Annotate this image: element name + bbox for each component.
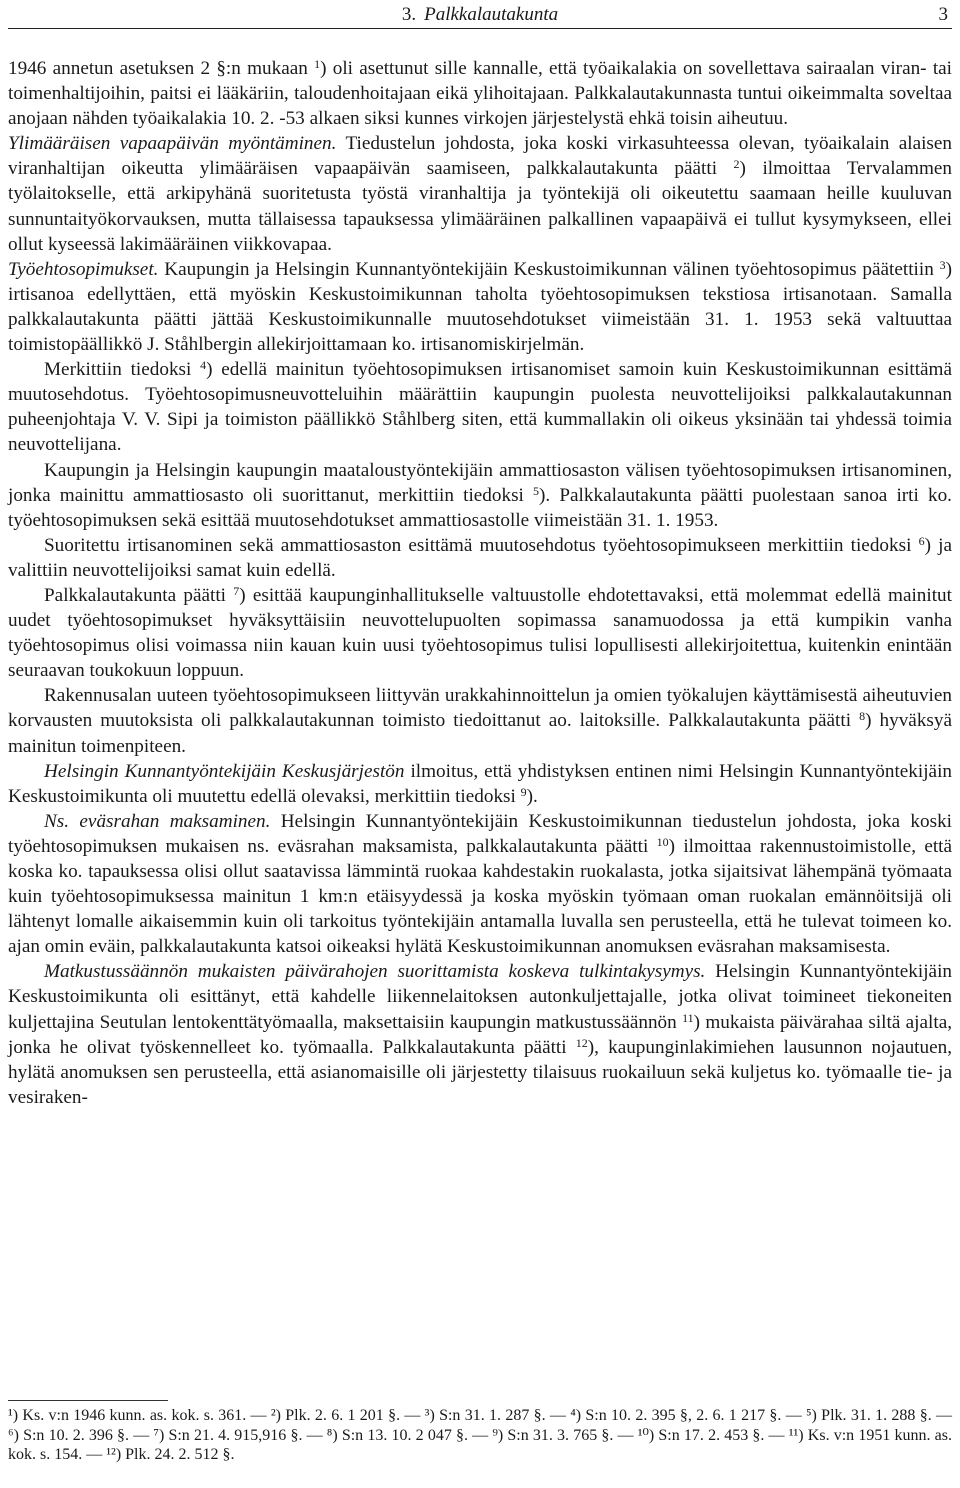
paragraph-rubric: Työehtosopimukset. bbox=[8, 258, 159, 280]
paragraph-p10 bbox=[8, 809, 952, 960]
paragraph-text: ), kaupunginlakimiehen lausunnon nojautuen, hylätä anomuksen sen perusteella, että asianomaisille oli järjestetty tilaisuus ruokailuun sekä kuljetus ko. työmaalle tie- ja vesiraken- bbox=[8, 1036, 953, 1108]
paragraph-rubric: Helsingin Kunnantyöntekijäin Keskusjärjestön bbox=[44, 760, 405, 782]
footnote-reference[interactable]: 8 bbox=[859, 709, 866, 724]
paragraph-text: Rakennusalan uuteen työehtosopimukseen liittyvän urakkahinnoittelun ja omien työkalujen käyttämisestä aiheutuvien korvausten muutoksista oli palkkalautakunnan toimisto tiedoittanut ao. laitoksille. Palkkalautakunta päätti bbox=[8, 685, 952, 732]
paragraph-text: ) esittää kaupunginhallitukselle valtuustolle ehdotettavaksi, että molemmat edellä mainitut uudet työehtosopimukset hyväksyttäisiin neuvottelupuolten sopimassa sanamuodossa ja että kumpikin vanha työehtosopimus olisi voimassa niin kauan kuin uusi työehtosopimus tulisi lopullisesti allekirjoitettua, kuitenkin enintään seuraavan toukokuun loppuun. bbox=[8, 584, 952, 682]
paragraph-text: ) hyväksyä mainitun toimenpiteen. bbox=[8, 710, 952, 757]
footnote-text: ¹) Ks. v:n 1946 kunn. as. kok. s. 361. — ²) Plk. 2. 6. 1 201 §. — ³) S:n 31. 1. 287 §. — ⁴) S:n 10. 2. 395 §, 2. 6. 1 217 §. — ⁵) Plk. 31. 1. 288 §. — ⁶) S:n 10. 2. 396 §. — ⁷) S:n 21. 4. 915,916 §. — ⁸) S:n 13. 10. 2 047 §. — ⁹) S:n 31. 3. 765 §. — ¹⁰) S:n 17. 2. 453 §. — ¹¹) Ks. v:n 1951 kunn. as. kok. s. 154. — ¹²) Plk. 24. 2. 512 §. bbox=[8, 1407, 952, 1463]
footnote-reference[interactable]: 9 bbox=[520, 784, 527, 799]
paragraph-text: ilmoitus, että yhdistyksen entinen nimi Helsingin Kunnantyöntekijäin Keskustoimikunta oli muutettu edellä olevaksi, merkittiin tiedoksi bbox=[8, 760, 952, 807]
body-text bbox=[8, 56, 952, 1110]
header-rule bbox=[8, 28, 952, 29]
section-heading bbox=[8, 2, 952, 28]
paragraph-p7 bbox=[8, 583, 952, 683]
footnote-reference[interactable]: 2 bbox=[733, 157, 740, 172]
paragraph-text: Helsingin Kunnantyöntekijäin Keskustoimikunta oli esittänyt, että kahdelle liikennelaitoksen autonkuljettajalle, jotka olivat toimineet tiekoneiten kuljettajina Seutulan lentokenttätyömaalla, maksettaisiin kaupungin matkustussäännön bbox=[8, 961, 952, 1033]
paragraph-text: Kaupungin ja Helsingin kaupungin maataloustyöntekijäin ammattiosaston välisen työehtosopimuksen irtisanominen, jonka mainittu ammattiosasto oli suorittanut, merkittiin tiedoksi bbox=[8, 459, 952, 506]
section-title: Palkkalautakunta bbox=[424, 4, 559, 25]
paragraph-text: 1946 annetun asetuksen 2 §:n mukaan bbox=[8, 58, 315, 79]
paragraph-rubric: Ns. eväsrahan maksaminen. bbox=[44, 810, 271, 832]
paragraph-p11 bbox=[8, 959, 952, 1110]
paragraph-text: ) mukaista päivärahaa siltä ajalta, jonka he olivat työskennelleet ko. työmaalla. Palkkalautakunta päätti bbox=[8, 1011, 953, 1058]
paragraph-p3 bbox=[8, 257, 952, 357]
paragraph-text: Tiedustelun johdosta, joka koski virkasuhteessa olevan, työaikalain alaisen viranhaltijan oikeutta ylimääräisen vapaapäivän saamiseen, palkkalautakunta päätti bbox=[8, 133, 952, 180]
footnote-reference[interactable]: 6 bbox=[918, 533, 925, 548]
footnote-reference[interactable]: 7 bbox=[233, 583, 240, 598]
paragraph-text: ) edellä mainitun työehtosopimuksen irtisanomiset samoin kuin Keskustoimikunnan esittämä muutosehdotus. Työehtosopimusneuvotteluihin määrättiin kaupungin puolesta neuvottelijoiksi palkkalautakunnan puheenjohtaja V. V. Sipi ja toimiston päällikkö Ståhlberg siten, että kummallakin oli oikeus yksinään tai yhdessä toimia neuvottelijana. bbox=[8, 359, 952, 456]
paragraph-rubric: Matkustussäännön mukaisten päivärahojen suorittamista koskeva tulkintakysymys. bbox=[44, 961, 706, 983]
paragraph-p9 bbox=[8, 759, 952, 809]
paragraph-text: Merkittiin tiedoksi bbox=[44, 359, 201, 381]
running-header bbox=[8, 2, 952, 28]
paragraph-text: Kaupungin ja Helsingin Kunnantyöntekijäin Keskustoimikunnan välinen työehtosopimus päätettiin bbox=[158, 258, 940, 280]
footnote-reference[interactable]: 4 bbox=[200, 358, 207, 373]
paragraph-rubric: Ylimääräisen vapaapäivän myöntäminen. bbox=[8, 133, 337, 155]
paragraph-text: ) ilmoittaa Tervalammen työlaitokselle, että arkipyhänä suoritetusta työstä viranhaltija ja työntekijä oli oikeutettu saamaan heille kuuluvan sunnuntaityökorvauksen, mutta tällaisessa tapauksessa ylimääräinen palkallinen vapaapäivä ei tullut kysymykseen, ellei ollut kyseessä lakimääräinen viikkovapaa. bbox=[8, 158, 953, 255]
paragraph-p1 bbox=[8, 56, 952, 131]
paragraph-text: ). bbox=[526, 785, 538, 807]
paragraph-text: Helsingin Kunnantyöntekijäin Keskustoimikunnan tiedustelun johdosta, joka koski työehtosopimuksen mukaisen ns. eväsrahan maksamista, palkkalautakunta päätti bbox=[8, 810, 953, 857]
footnote-reference[interactable]: 3 bbox=[939, 257, 946, 272]
paragraph-text: ). Palkkalautakunta päätti puolestaan sanoa irti ko. työehtosopimuksen sekä esittää muutosehdotukset ammattiosastolle viimeistään 31. 1. 1953. bbox=[8, 484, 952, 531]
footnotes bbox=[8, 1406, 952, 1465]
paragraph-text: Palkkalautakunta päätti bbox=[44, 584, 234, 606]
paragraph-p5 bbox=[8, 458, 952, 533]
footnote-reference[interactable]: 11 bbox=[682, 1010, 694, 1025]
footnote-reference[interactable]: 10 bbox=[656, 834, 669, 849]
paragraph-text: ) oli asettunut sille kannalle, että työaikalakia on sovellettava sairaalan viran- tai toimenhaltijoihin, paitsi ei lääkäriin, taloudenhoitajaan eikä ylihoitajaan. Palkkalautakunnasta tuntui oikeimmalta soveltaa anojaan nähden työaikalakia 10. 2. -53 alkaen siksi kunnes virkojen järjestelystä ehkä toisin aiheutuu. bbox=[8, 58, 952, 130]
paragraph-p4 bbox=[8, 357, 952, 457]
footnote-reference[interactable]: 5 bbox=[533, 483, 540, 498]
footnote-rule bbox=[8, 1400, 168, 1401]
paragraph-p2 bbox=[8, 131, 952, 256]
paragraph-text: ) ilmoittaa rakennustoimistolle, että koska ko. tapauksessa olisi ollut saatavissa lämmintä ruokaa kahdestakin ruokalasta, jotka sijaitsivat lähempänä työmaata kuin työehtosopimuksessa mainitun 1 km:n etäisyydessä ja koska myöskin työmaan oman ruokalan emännöitsijä oli lähtenyt lomalle aikaisemmin kuin oli tarkoitus työntekijäin antamalla luvalla sen perusteella, että he tulevat toimeen ko. ajan omin eväin, palkkalautakunta katsoi oikeaksi hylätä Keskustoimikunnan anomuksen eväsrahan maksamisesta. bbox=[8, 835, 953, 958]
page-number: 3 bbox=[938, 4, 948, 25]
paragraph-p8 bbox=[8, 683, 952, 758]
paragraph-p6 bbox=[8, 533, 952, 583]
paragraph-text: ) ja valittiin neuvottelijoiksi samat kuin edellä. bbox=[8, 534, 952, 581]
section-number: 3. bbox=[401, 4, 417, 25]
paragraph-text: ) irtisanoa edellyttäen, että myöskin Keskustoimikunnan taholta työehtosopimuksen tekstiosa irtisanotaan. Samalla palkkalautakunta päätti jättää Keskustoimikunnalle muutosehdotukset viimeistään 31. 1. 1953 sekä valtuuttaa toimistopäällikkö J. Ståhlbergin allekirjoittamaan ko. irtisanomiskirjelmän. bbox=[8, 258, 952, 356]
paragraph-text: Suoritettu irtisanominen sekä ammattiosaston esittämä muutosehdotus työehtosopimukseen merkittiin tiedoksi bbox=[44, 534, 919, 556]
footnote-reference[interactable]: 1 bbox=[314, 57, 321, 71]
footnote-reference[interactable]: 12 bbox=[575, 1035, 588, 1050]
